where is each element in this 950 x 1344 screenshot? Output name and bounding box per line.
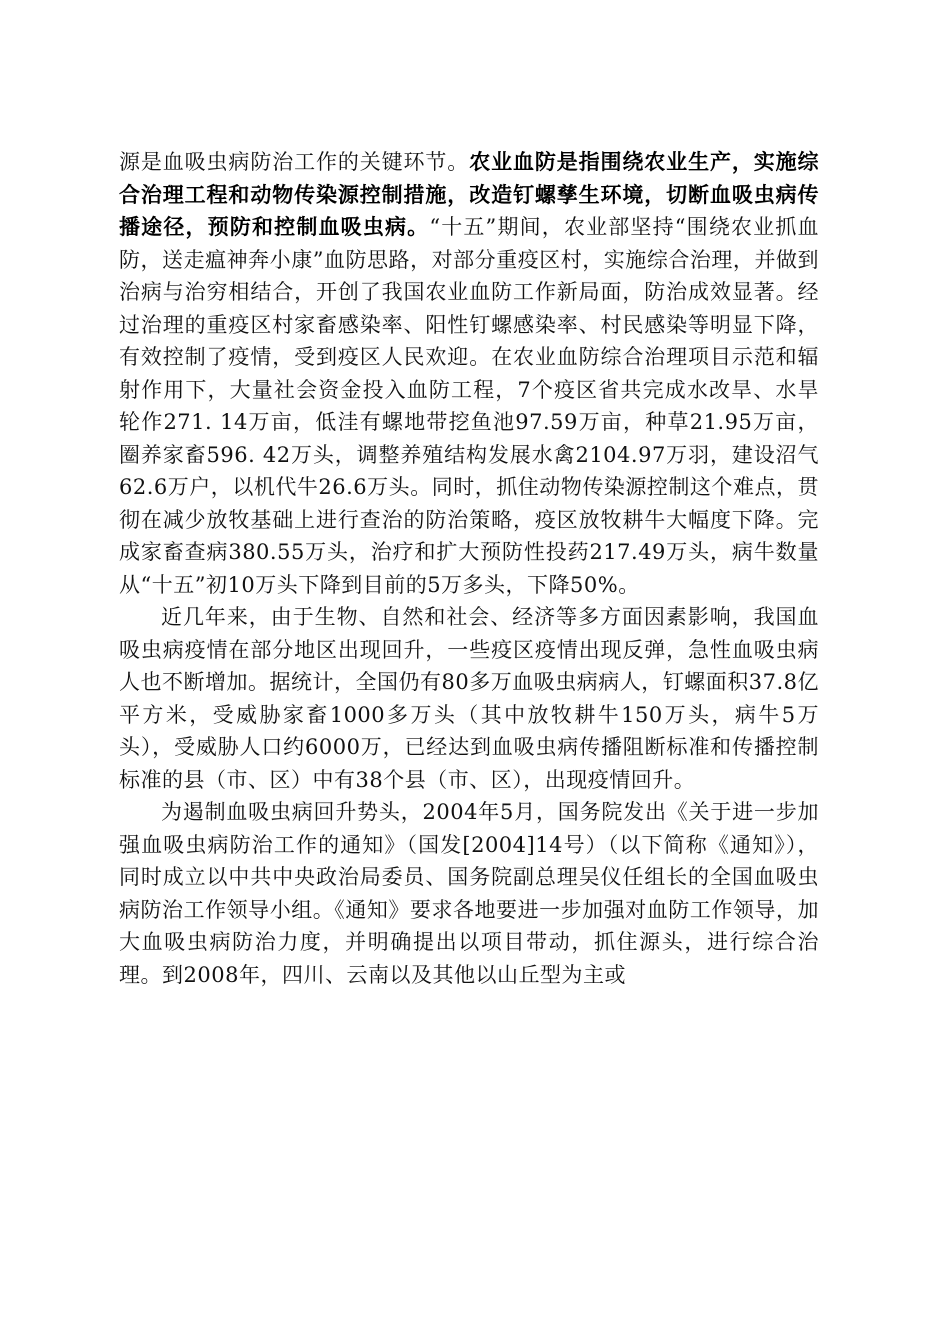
paragraph-1-run-3: “十五”期间，农业部坚持“围绕农业抓血防，送走瘟神奔小康”血防思路，对部分重疫区村，实施综合治理，并做到治病与治穷相结合，开创了我国农业血防工作新局面，防治成效显著。经过治理的重疫区村家畜感染率、阳性钉螺感染率、村民感染等明显下降，有效控制了疫情，受到疫区人民欢迎。在农业血防综合治理项目示范和辐射作用下，大量社会资金投入血防工程，7个疫区省共完成水改旱、水旱轮作271. 14万亩，低洼有螺地带挖鱼池97.59万亩，种草21.95万亩，圈养家畜596. 42万头，调整养殖结构发展水禽2104.97万羽，建设沼气62.6万户，以机代牛26.6万头。同时，抓住动物传染源控制这个难点，贯彻在减少放牧基础上进行查治的防治策略，疫区放牧耕牛大幅度下降。完成家畜查病380.55万头，治疗和扩大预防性投药217.49万头，病牛数量从“十五”初10万头下降到目前的5万多头，下降50%。 — [119, 215, 819, 597]
paragraph-2-run-1: 近几年来，由于生物、自然和社会、经济等多方面因素影响，我国血吸虫病疫情在部分地区出现回升，一些疫区疫情出现反弹，急性血吸虫病人也不断增加。据统计，全国仍有80多万血吸虫病病人，钉螺面积37.8亿平方米，受威胁家畜1000多万头（其中放牧耕牛150万头，病牛5万头），受威胁人口约6000万，已经达到血吸虫病传播阻断标准和传播控制标准的县（市、区）中有38个县（市、区），出现疫情回升。 — [119, 605, 819, 792]
paragraph-3 — [119, 796, 819, 991]
paragraph-2 — [119, 601, 819, 796]
document-body — [119, 146, 819, 991]
paragraph-1 — [119, 146, 819, 601]
paragraph-3-run-1: 为遏制血吸虫病回升势头，2004年5月，国务院发出《关于进一步加强血吸虫病防治工作的通知》（国发[2004]14号）（以下简称《通知》），同时成立以中共中央政治局委员、国务院副总理吴仪任组长的全国血吸虫病防治工作领导小组。《通知》要求各地要进一步加强对血防工作领导，加大血吸虫病防治力度，并明确提出以项目带动，抓住源头，进行综合治理。到2008年，四川、云南以及其他以山丘型为主或 — [119, 800, 819, 987]
paragraph-1-run-2-bold-definition: 农业血防是指围绕农业生产，实施综合治理工程和动物传染源控制措施，改造钉螺孳生环境，切断血吸虫病传播途径，预防和控制血吸虫病。 — [119, 150, 820, 239]
paragraph-1-run-1: 源是血吸虫病防治工作的关键环节。 — [119, 150, 470, 174]
